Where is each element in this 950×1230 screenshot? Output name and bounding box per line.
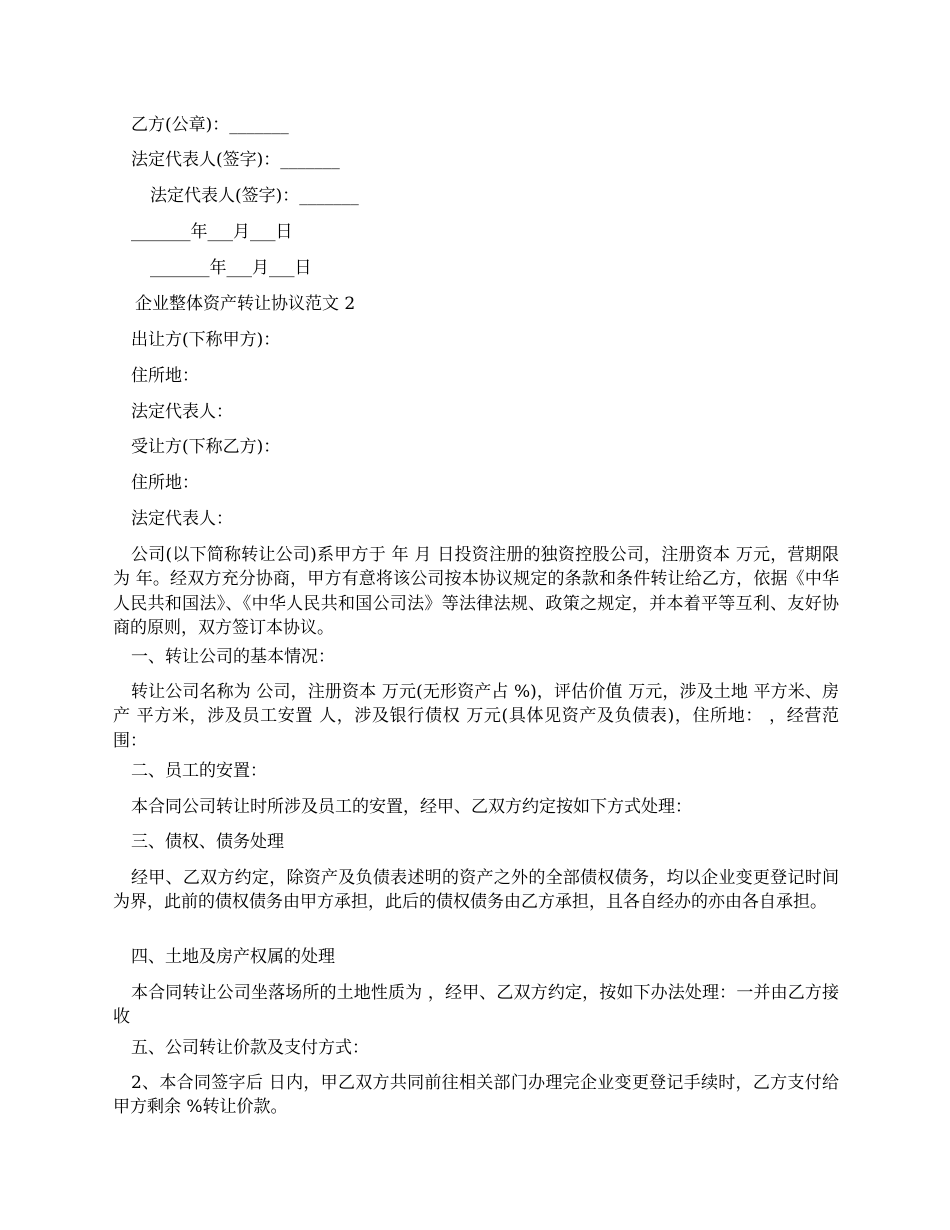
sig-party-b-seal: 乙方(公章)：_______ <box>131 115 289 135</box>
intro-paragraph: 公司(以下简称转让公司)系甲方于 年 月 日投资注册的独资控股公司，注册资本 万元，营期限为 年。经双方充分协商，甲方有意将该公司按本协议规定的条款和条件转让给乙方，依据《中华人民共和国法》、《中华人民共和国公司法》等法律法规、政策之规定，并本着平等互利、友好协商的原则，双方签订本协议。 <box>113 545 839 638</box>
section1-heading: 一、转让公司的基本情况： <box>131 647 335 667</box>
sig-party-b-representative: 法定代表人(签字)：_______ <box>131 150 340 170</box>
section5-item-2: 2、本合同签字后 日内，甲乙双方共同前往相关部门办理完企业变更登记手续时，乙方支付给甲方剩余 %转让价款。 <box>113 1073 839 1118</box>
date-party-a: _______年___月___日 <box>150 258 312 278</box>
document-title: 企业整体资产转让协议范文 2 <box>135 294 356 314</box>
section5-heading: 五、公司转让价款及支付方式： <box>131 1038 369 1058</box>
transferee-label: 受让方(下称乙方)： <box>131 437 281 457</box>
section4-body: 本合同转让公司坐落场所的土地性质为 ，经甲、乙双方约定，按如下办法处理：一并由乙方接收 <box>113 983 839 1028</box>
section2-body: 本合同公司转让时所涉及员工的安置，经甲、乙双方约定按如下方式处理： <box>131 797 692 817</box>
section4-heading: 四、土地及房产权属的处理 <box>131 947 335 967</box>
transferor-label: 出让方(下称甲方)： <box>131 330 281 350</box>
legal-rep-a-label: 法定代表人： <box>131 402 233 422</box>
section2-heading: 二、员工的安置： <box>131 761 267 781</box>
legal-rep-b-label: 法定代表人： <box>131 509 233 529</box>
section1-body: 转让公司名称为 公司，注册资本 万元(无形资产占 %)，评估价值 万元，涉及土地 平方米、房产 平方米，涉及员工安置 人，涉及银行债权 万元(具体见资产及负债表)，住所地： ，经营范围： <box>113 682 839 751</box>
date-party-b: _______年___月___日 <box>131 222 293 242</box>
section3-heading: 三、债权、债务处理 <box>131 832 284 852</box>
section3-body: 经甲、乙双方约定，除资产及负债表述明的资产之外的全部债权债务，均以企业变更登记时间为界，此前的债权债务由甲方承担，此后的债权债务由乙方承担，且各自经办的亦由各自承担。 <box>113 868 839 913</box>
sig-party-a-representative: 法定代表人(签字)：_______ <box>150 186 359 206</box>
address-b-label: 住所地： <box>131 473 199 493</box>
address-a-label: 住所地： <box>131 366 199 386</box>
